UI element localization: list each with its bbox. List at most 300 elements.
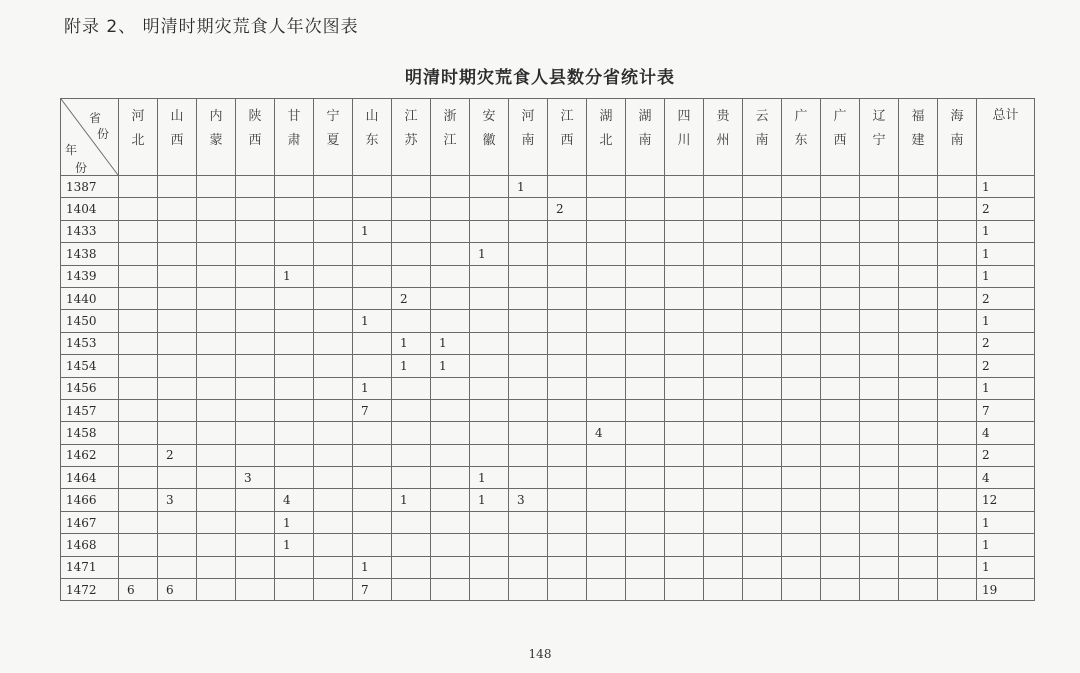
count-cell (821, 467, 860, 489)
province-name: 广东 (794, 109, 808, 148)
count-cell (704, 579, 743, 601)
count-cell (509, 579, 548, 601)
count-cell (119, 444, 158, 466)
year-cell: 1462 (61, 444, 119, 466)
count-cell (860, 489, 899, 511)
count-cell (743, 176, 782, 198)
count-cell: 1 (353, 377, 392, 399)
count-cell (704, 399, 743, 421)
count-cell (158, 355, 197, 377)
count-cell (587, 332, 626, 354)
province-name: 辽宁 (872, 109, 886, 148)
count-cell (119, 511, 158, 533)
count-cell (509, 265, 548, 287)
count-cell (431, 176, 470, 198)
table-row (61, 176, 1035, 198)
table-row (61, 332, 1035, 354)
count-cell (509, 467, 548, 489)
count-cell (470, 556, 509, 578)
count-cell (899, 243, 938, 265)
count-cell (392, 511, 431, 533)
count-cell (314, 287, 353, 309)
count-cell (353, 176, 392, 198)
count-cell (626, 243, 665, 265)
total-cell: 1 (977, 310, 1035, 332)
count-cell (938, 422, 977, 444)
count-cell (938, 556, 977, 578)
count-cell (548, 399, 587, 421)
count-cell (782, 355, 821, 377)
count-cell (743, 399, 782, 421)
count-cell (626, 422, 665, 444)
count-cell (548, 467, 587, 489)
count-cell (470, 399, 509, 421)
table-row (61, 287, 1035, 309)
count-cell (821, 355, 860, 377)
table-row (61, 399, 1035, 421)
count-cell (353, 198, 392, 220)
total-cell: 4 (977, 467, 1035, 489)
count-cell: 4 (275, 489, 314, 511)
year-cell: 1472 (61, 579, 119, 601)
corner-year-label-1: 年 (65, 143, 78, 157)
count-cell (392, 265, 431, 287)
count-cell (353, 265, 392, 287)
count-cell: 1 (275, 265, 314, 287)
count-cell (665, 444, 704, 466)
count-cell (704, 198, 743, 220)
count-cell (860, 377, 899, 399)
count-cell (665, 310, 704, 332)
count-cell (314, 265, 353, 287)
count-cell (626, 467, 665, 489)
province-name: 山东 (365, 109, 379, 148)
province-name: 四川 (677, 109, 691, 148)
count-cell (158, 287, 197, 309)
count-cell (860, 355, 899, 377)
count-cell (782, 467, 821, 489)
count-cell (470, 444, 509, 466)
count-cell: 6 (158, 579, 197, 601)
count-cell (548, 489, 587, 511)
count-cell (197, 220, 236, 242)
count-cell (236, 534, 275, 556)
count-cell (665, 198, 704, 220)
count-cell (626, 534, 665, 556)
count-cell (665, 534, 704, 556)
count-cell (119, 265, 158, 287)
count-cell (821, 534, 860, 556)
count-cell (665, 399, 704, 421)
count-cell: 1 (275, 534, 314, 556)
count-cell (431, 377, 470, 399)
count-cell (392, 243, 431, 265)
count-cell (587, 534, 626, 556)
count-cell (860, 511, 899, 533)
count-cell (743, 467, 782, 489)
count-cell (860, 579, 899, 601)
count-cell (821, 377, 860, 399)
count-cell (275, 579, 314, 601)
count-cell (158, 422, 197, 444)
table-row (61, 310, 1035, 332)
count-cell (197, 511, 236, 533)
count-cell (314, 534, 353, 556)
count-cell (431, 220, 470, 242)
count-cell (314, 176, 353, 198)
province-name: 湖北 (599, 109, 613, 148)
year-cell: 1458 (61, 422, 119, 444)
year-cell: 1466 (61, 489, 119, 511)
count-cell (782, 511, 821, 533)
count-cell (275, 176, 314, 198)
count-cell (704, 556, 743, 578)
province-name: 海南 (950, 109, 964, 148)
count-cell (587, 287, 626, 309)
count-cell (119, 243, 158, 265)
count-cell (392, 310, 431, 332)
count-cell (197, 534, 236, 556)
count-cell (626, 176, 665, 198)
province-header (938, 99, 977, 176)
count-cell (197, 355, 236, 377)
count-cell (119, 310, 158, 332)
count-cell: 7 (353, 579, 392, 601)
province-name: 河北 (131, 109, 145, 148)
count-cell (158, 265, 197, 287)
table-row (61, 534, 1035, 556)
count-cell (626, 198, 665, 220)
count-cell (275, 243, 314, 265)
count-cell (392, 579, 431, 601)
count-cell (743, 489, 782, 511)
count-cell (236, 310, 275, 332)
count-cell (236, 444, 275, 466)
count-cell (821, 399, 860, 421)
count-cell (275, 198, 314, 220)
total-cell: 1 (977, 377, 1035, 399)
count-cell (782, 176, 821, 198)
count-cell (938, 534, 977, 556)
count-cell (626, 489, 665, 511)
year-cell: 1453 (61, 332, 119, 354)
count-cell (470, 534, 509, 556)
count-cell (275, 377, 314, 399)
count-cell (548, 332, 587, 354)
count-cell (236, 198, 275, 220)
count-cell (119, 287, 158, 309)
count-cell (158, 399, 197, 421)
table-row (61, 265, 1035, 287)
count-cell (743, 220, 782, 242)
total-cell: 2 (977, 444, 1035, 466)
count-cell (353, 332, 392, 354)
count-cell (509, 534, 548, 556)
count-cell (860, 198, 899, 220)
count-cell (743, 287, 782, 309)
count-cell (236, 511, 275, 533)
province-header (431, 99, 470, 176)
count-cell (431, 444, 470, 466)
province-name: 宁夏 (326, 109, 340, 148)
total-header: 总计 (977, 99, 1035, 176)
count-cell (314, 377, 353, 399)
count-cell (509, 287, 548, 309)
count-cell (860, 243, 899, 265)
count-cell: 2 (158, 444, 197, 466)
count-cell (470, 511, 509, 533)
count-cell (743, 444, 782, 466)
count-cell: 1 (353, 220, 392, 242)
count-cell (665, 467, 704, 489)
table-row (61, 579, 1035, 601)
count-cell (821, 489, 860, 511)
count-cell (431, 511, 470, 533)
count-cell (314, 332, 353, 354)
count-cell (782, 556, 821, 578)
count-cell (587, 176, 626, 198)
statistics-table (60, 98, 1035, 601)
count-cell (899, 399, 938, 421)
count-cell (236, 332, 275, 354)
count-cell: 1 (470, 489, 509, 511)
count-cell (548, 287, 587, 309)
count-cell (899, 220, 938, 242)
count-cell (392, 377, 431, 399)
count-cell (509, 310, 548, 332)
count-cell (626, 579, 665, 601)
count-cell (119, 220, 158, 242)
province-header (158, 99, 197, 176)
count-cell (392, 556, 431, 578)
count-cell (548, 355, 587, 377)
count-cell (665, 422, 704, 444)
count-cell (197, 332, 236, 354)
count-cell (743, 243, 782, 265)
count-cell (197, 489, 236, 511)
count-cell (899, 198, 938, 220)
count-cell (197, 287, 236, 309)
year-cell: 1471 (61, 556, 119, 578)
total-cell: 4 (977, 422, 1035, 444)
count-cell (899, 287, 938, 309)
count-cell (275, 467, 314, 489)
count-cell (782, 377, 821, 399)
count-cell: 7 (353, 399, 392, 421)
table-row (61, 220, 1035, 242)
count-cell (548, 444, 587, 466)
count-cell (275, 355, 314, 377)
count-cell (470, 176, 509, 198)
count-cell (899, 556, 938, 578)
count-cell (704, 220, 743, 242)
total-cell: 2 (977, 287, 1035, 309)
count-cell (431, 489, 470, 511)
count-cell (197, 265, 236, 287)
province-name: 内蒙 (209, 109, 223, 148)
count-cell (314, 489, 353, 511)
total-cell: 2 (977, 355, 1035, 377)
count-cell (158, 310, 197, 332)
table-row (61, 243, 1035, 265)
total-cell: 1 (977, 176, 1035, 198)
count-cell (470, 355, 509, 377)
count-cell (197, 467, 236, 489)
count-cell (704, 534, 743, 556)
count-cell (821, 444, 860, 466)
count-cell (626, 556, 665, 578)
count-cell (119, 422, 158, 444)
count-cell (470, 265, 509, 287)
count-cell (353, 355, 392, 377)
count-cell (548, 265, 587, 287)
count-cell (704, 176, 743, 198)
count-cell (782, 422, 821, 444)
count-cell (587, 444, 626, 466)
province-header (860, 99, 899, 176)
count-cell (548, 176, 587, 198)
count-cell (392, 198, 431, 220)
count-cell (626, 377, 665, 399)
count-cell (938, 467, 977, 489)
table-row (61, 377, 1035, 399)
count-cell: 1 (431, 355, 470, 377)
count-cell (821, 556, 860, 578)
count-cell (275, 332, 314, 354)
total-cell: 1 (977, 243, 1035, 265)
count-cell (314, 399, 353, 421)
count-cell (743, 377, 782, 399)
count-cell (665, 355, 704, 377)
count-cell (353, 511, 392, 533)
total-cell: 1 (977, 511, 1035, 533)
count-cell (782, 489, 821, 511)
count-cell (587, 579, 626, 601)
count-cell (392, 399, 431, 421)
province-header (275, 99, 314, 176)
count-cell (704, 243, 743, 265)
count-cell (470, 220, 509, 242)
count-cell: 2 (548, 198, 587, 220)
count-cell: 1 (392, 332, 431, 354)
count-cell (431, 534, 470, 556)
count-cell (431, 287, 470, 309)
year-cell: 1440 (61, 287, 119, 309)
count-cell (587, 399, 626, 421)
count-cell (236, 176, 275, 198)
count-cell (665, 176, 704, 198)
count-cell (470, 332, 509, 354)
count-cell (548, 422, 587, 444)
year-cell: 1456 (61, 377, 119, 399)
count-cell (938, 377, 977, 399)
count-cell (704, 310, 743, 332)
count-cell (821, 287, 860, 309)
appendix-heading: 附录 2、 明清时期灾荒食人年次图表 (64, 17, 359, 37)
count-cell (665, 511, 704, 533)
count-cell: 1 (353, 310, 392, 332)
count-cell (782, 265, 821, 287)
count-cell (158, 467, 197, 489)
count-cell (938, 287, 977, 309)
count-cell (314, 556, 353, 578)
count-cell (275, 556, 314, 578)
count-cell (704, 422, 743, 444)
table-row (61, 444, 1035, 466)
count-cell (158, 243, 197, 265)
count-cell (392, 534, 431, 556)
total-cell: 2 (977, 198, 1035, 220)
count-cell (509, 377, 548, 399)
count-cell: 1 (353, 556, 392, 578)
table-row (61, 422, 1035, 444)
count-cell (938, 310, 977, 332)
count-cell (704, 265, 743, 287)
count-cell: 4 (587, 422, 626, 444)
count-cell (626, 287, 665, 309)
count-cell (158, 377, 197, 399)
count-cell (548, 556, 587, 578)
province-name: 贵州 (716, 109, 730, 148)
count-cell (860, 399, 899, 421)
province-header (782, 99, 821, 176)
count-cell (314, 444, 353, 466)
corner-province-label-2: 份 (97, 127, 110, 141)
count-cell (938, 355, 977, 377)
province-header (197, 99, 236, 176)
count-cell (782, 399, 821, 421)
count-cell (392, 176, 431, 198)
count-cell (860, 534, 899, 556)
count-cell (548, 579, 587, 601)
count-cell (158, 176, 197, 198)
count-cell (782, 332, 821, 354)
province-header (665, 99, 704, 176)
count-cell (899, 444, 938, 466)
count-cell (470, 579, 509, 601)
count-cell: 3 (236, 467, 275, 489)
page-number: 148 (528, 647, 552, 661)
count-cell: 1 (431, 332, 470, 354)
count-cell (119, 355, 158, 377)
count-cell (899, 265, 938, 287)
count-cell (470, 198, 509, 220)
total-cell: 19 (977, 579, 1035, 601)
count-cell (743, 534, 782, 556)
total-cell: 1 (977, 534, 1035, 556)
count-cell (743, 332, 782, 354)
province-name: 江苏 (404, 109, 418, 148)
count-cell (197, 444, 236, 466)
province-name: 浙江 (443, 109, 457, 148)
count-cell (587, 511, 626, 533)
count-cell (821, 265, 860, 287)
corner-year-label-2: 份 (75, 161, 88, 175)
count-cell (782, 220, 821, 242)
count-cell (665, 377, 704, 399)
count-cell (938, 220, 977, 242)
count-cell: 1 (275, 511, 314, 533)
count-cell (743, 422, 782, 444)
count-cell (860, 556, 899, 578)
count-cell (899, 422, 938, 444)
count-cell (353, 444, 392, 466)
count-cell (704, 287, 743, 309)
count-cell: 1 (509, 176, 548, 198)
count-cell (938, 444, 977, 466)
count-cell (704, 332, 743, 354)
count-cell (938, 332, 977, 354)
